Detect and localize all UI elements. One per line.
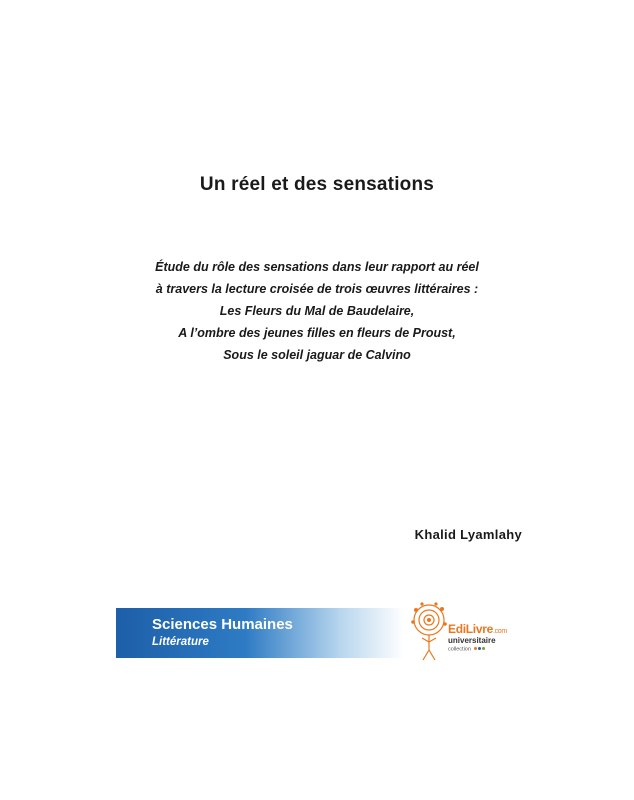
publisher-name-text: EdiLivre [448,622,493,636]
publisher-domain: .com [492,628,507,635]
publisher-name [448,622,507,636]
book-subtitle [0,256,634,366]
subtitle-line: Étude du rôle des sensations dans leur rapport au réel [155,260,479,274]
subtitle-line: à travers la lecture croisée de trois œuvres littéraires : [155,282,479,296]
tree-person-logo-icon [408,600,450,664]
category-band [116,608,404,658]
publisher-line3: collection [448,646,471,653]
book-title: Un réel et des sensations [199,174,435,195]
publisher-line3-wrap [448,646,486,652]
author-name: Khalid Lyamlahy [414,527,522,542]
subtitle-line: Les Fleurs du Mal de Baudelaire, [219,304,415,318]
subcategory-label: Littérature [152,636,209,648]
publisher-line2: universitaire [448,636,496,645]
subtitle-line: Sous le soleil jaguar de Calvino [223,348,411,362]
publisher-logo [408,600,508,664]
subtitle-line: A l’ombre des jeunes filles en fleurs de Proust, [178,326,456,340]
category-label: Sciences Humaines [152,616,293,633]
dots-icon [474,646,486,652]
